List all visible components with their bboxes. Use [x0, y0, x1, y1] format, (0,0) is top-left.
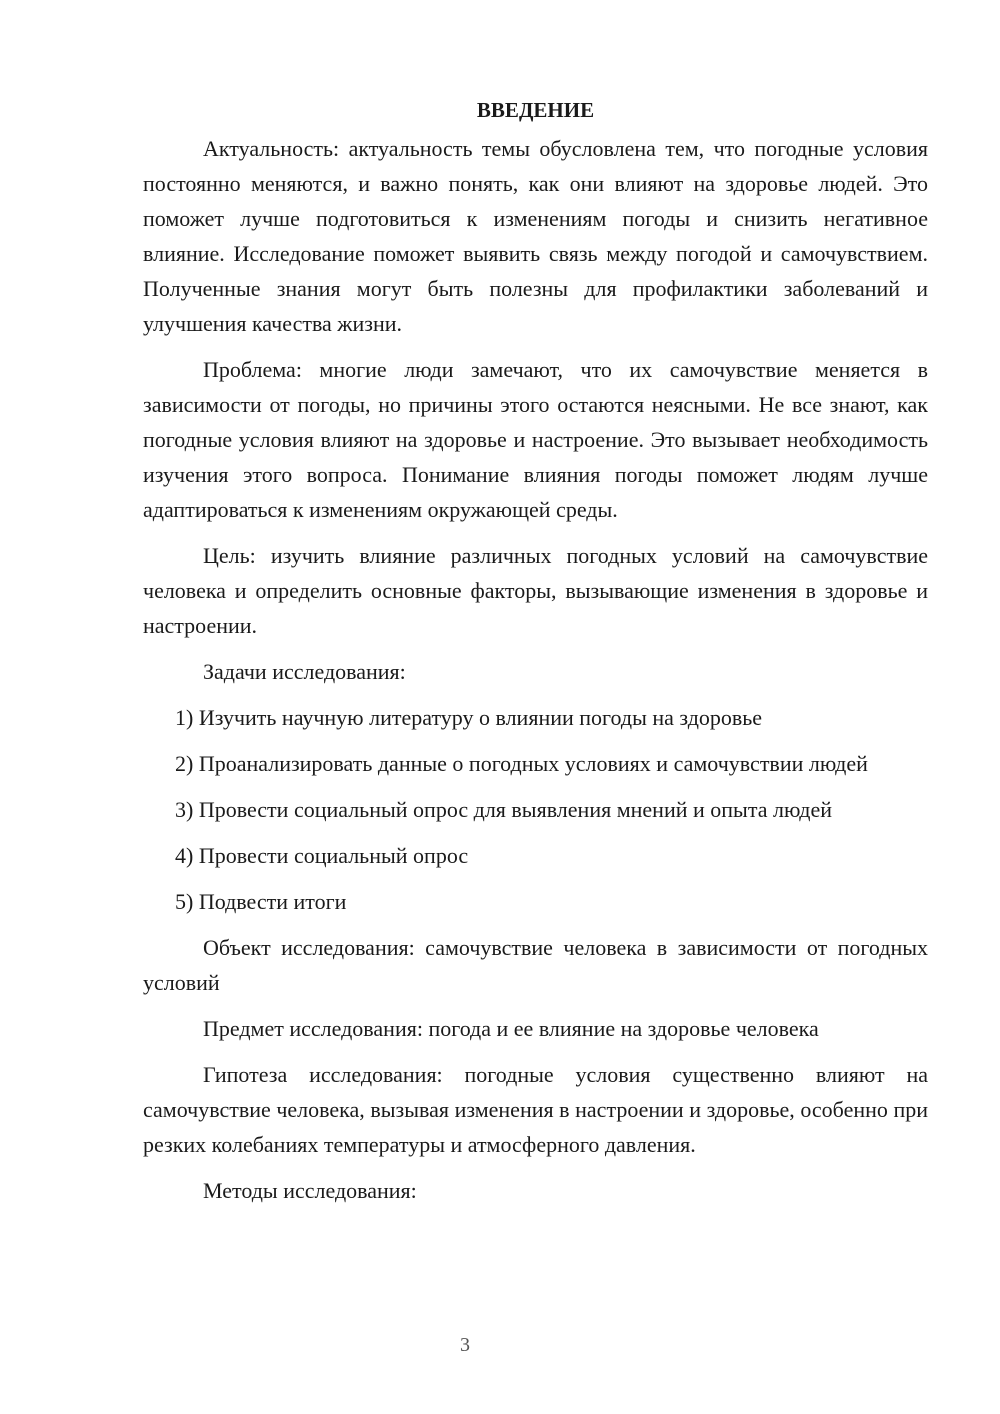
paragraph-goal: Цель: изучить влияние различных погодных условий на самочувствие человека и определить основные факторы, вызывающие изменения в здоровье и настроении. [143, 543, 928, 638]
task-item-4: 4) Провести социальный опрос [175, 843, 469, 868]
task-item-3: 3) Провести социальный опрос для выявления мнений и опыта людей [175, 797, 833, 822]
task-item-2: 2) Проанализировать данные о погодных условиях и самочувствии людей [175, 751, 868, 776]
page-number: 3 [460, 1334, 470, 1356]
section-title: ВВЕДЕНИЕ [476, 98, 595, 122]
paragraph-hypothesis: Гипотеза исследования: погодные условия существенно влияют на самочувствие человека, вызывая изменения в настроении и здоровье, особенно при резких колебаниях температуры и атмосферного давления. [143, 1062, 928, 1157]
paragraph-methods-heading: Методы исследования: [203, 1178, 417, 1203]
paragraph-subject: Предмет исследования: погода и ее влияние на здоровье человека [203, 1016, 819, 1041]
paragraph-object: Объект исследования: самочувствие человека в зависимости от погодных условий [143, 935, 928, 995]
paragraph-problem: Проблема: многие люди замечают, что их самочувствие меняется в зависимости от погоды, но причины этого остаются неясными. Не все знают, как погодные условия влияют на здоровье и настроение. Это вызывает необходимость изучения этого вопроса. Понимание влияния погоды поможет людям лучше адаптироваться к изменениям окружающей среды. [143, 357, 928, 522]
task-item-1: 1) Изучить научную литературу о влиянии погоды на здоровье [175, 705, 763, 730]
page-content [143, 95, 928, 1219]
task-item-5: 5) Подвести итоги [175, 889, 347, 914]
paragraph-tasks-heading: Задачи исследования: [203, 659, 406, 684]
paragraph-relevance: Актуальность: актуальность темы обусловлена тем, что погодные условия постоянно меняются, и важно понять, как они влияют на здоровье людей. Это поможет лучше подготовиться к изменениям погоды и снизить негативное влияние. Исследование поможет выявить связь между погодой и самочувствием. Полученные знания могут быть полезны для профилактики заболеваний и улучшения качества жизни. [143, 136, 928, 336]
